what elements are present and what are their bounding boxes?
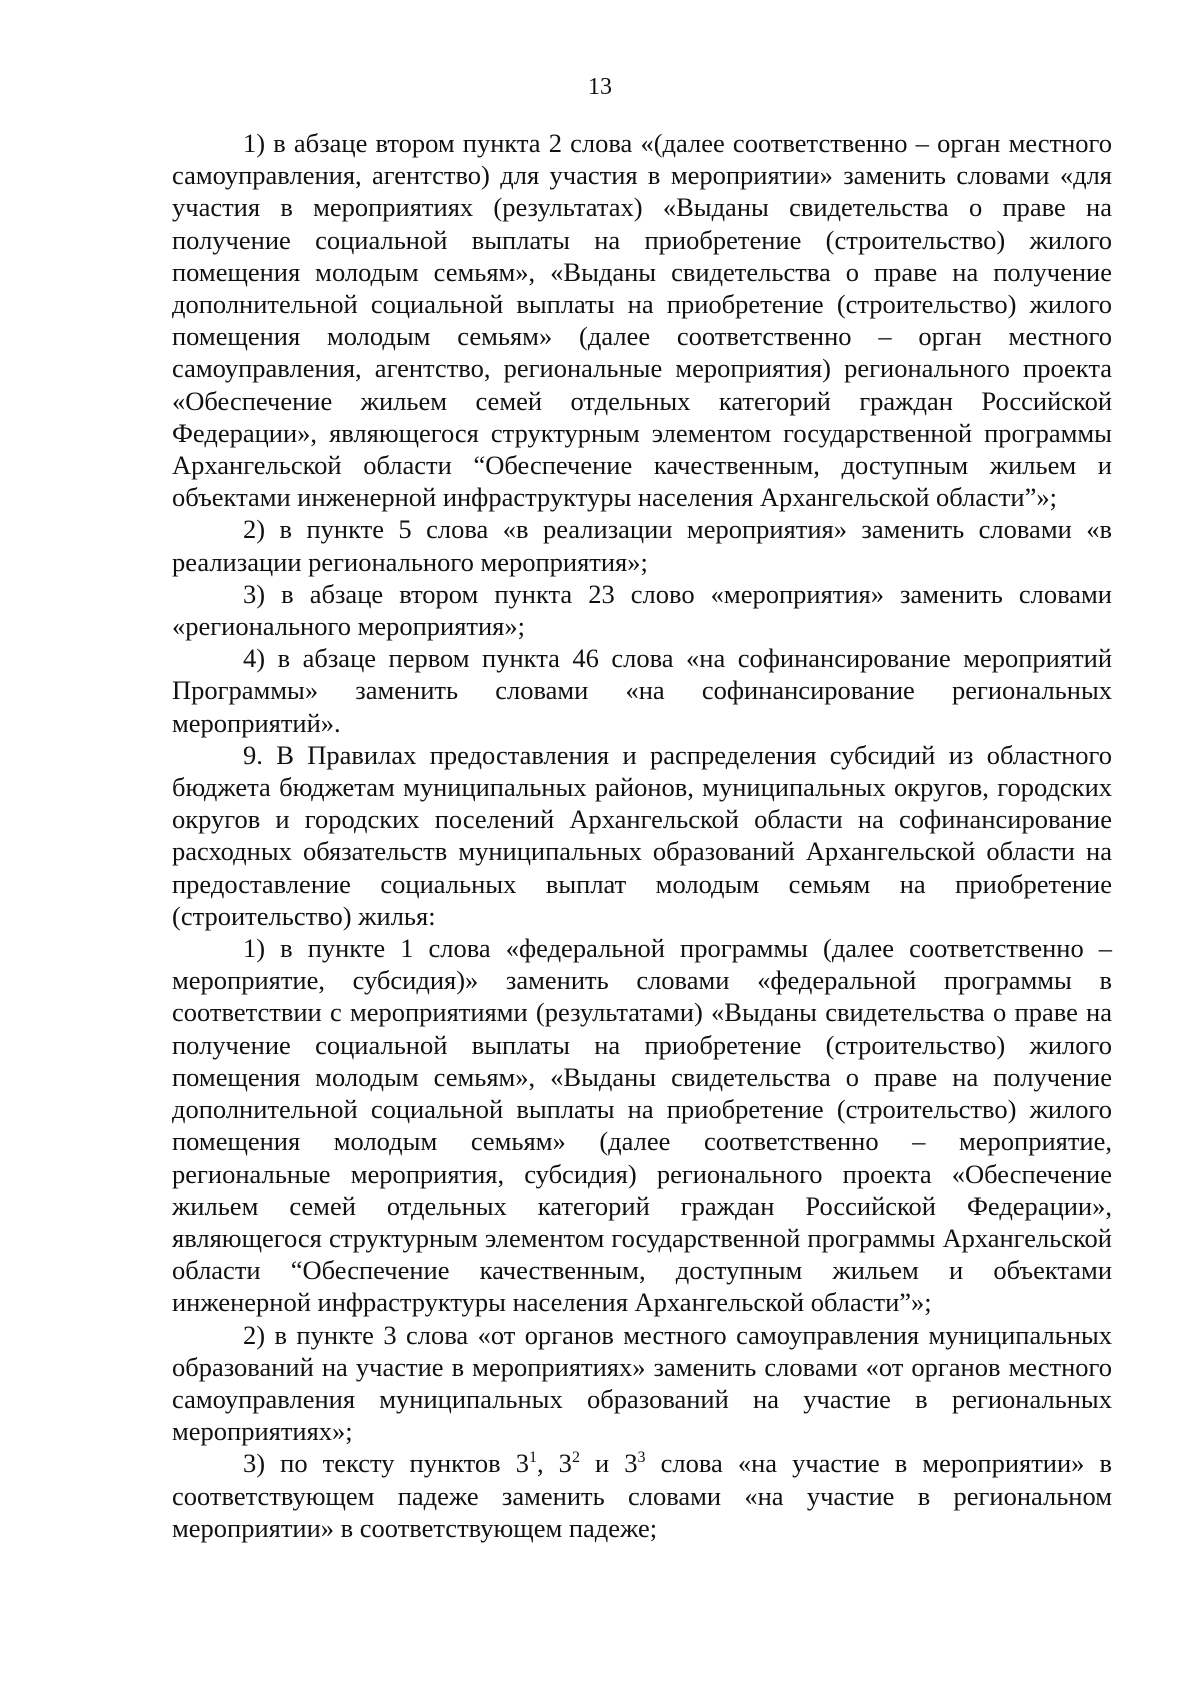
superscript-1: 1 (528, 1449, 537, 1467)
paragraph-9-3-part1: 3) по тексту пунктов 3 (243, 1448, 529, 1479)
paragraph-9-3-part4: слова «на участие в мероприятии» в соответствующем падеже заменить словами «на участие в региональном мероприятии» в соответствующем падеже; (172, 1448, 1112, 1543)
paragraph-8-2: 2) в пункте 5 слова «в реализации мероприятия» заменить словами «в реализации регионального мероприятия»; (172, 514, 1112, 577)
paragraph-9-3-part2: , 3 (536, 1448, 572, 1479)
page-number: 13 (588, 74, 612, 100)
paragraph-8-1: 1) в абзаце втором пункта 2 слова «(далее соответственно – орган местного самоуправления, агентство) для участия в мероприятии» заменить словами «для участия в мероприятиях (результатах) «Выданы свидетельства о праве на получение социальной выплаты на приобретение (строительство) жилого помещения молодым семьям», «Выданы свидетельства о праве на получение дополнительной социальной выплаты на приобретение (строительство) жилого помещения молодым семьям» (далее соответственно – орган местного самоуправления, агентство, региональные мероприятия) регионального проекта «Обеспечение жильем семей отдельных категорий граждан Российской Федерации», являющегося структурным элементом государственной программы Архангельской области “Обеспечение качественным, доступным жильем и объектами инженерной инфраструктуры населения Архангельской области”»; (172, 128, 1112, 513)
superscript-3: 3 (637, 1449, 646, 1467)
superscript-2: 2 (571, 1449, 580, 1467)
paragraph-9-3 (172, 1447, 1112, 1544)
paragraph-9-intro: 9. В Правилах предоставления и распределения субсидий из областного бюджета бюджетам муниципальных районов, муниципальных округов, городских округов и городских поселений Архангельской области на софинансирование расходных обязательств муниципальных образований Архангельской области на предоставление социальных выплат молодым семьям на приобретение (строительство) жилья: (172, 739, 1112, 931)
paragraph-9-1: 1) в пункте 1 слова «федеральной программы (далее соответственно – мероприятие, субсидия)» заменить словами «федеральной программы в соответствии с мероприятиями (результатами) «Выданы свидетельства о праве на получение социальной выплаты на приобретение (строительство) жилого помещения молодым семьям», «Выданы свидетельства о праве на получение дополнительной социальной выплаты на приобретение (строительство) жилого помещения молодым семьям» (далее соответственно – мероприятие, региональные мероприятия, субсидия) регионального проекта «Обеспечение жильем семей отдельных категорий граждан Российской Федерации», являющегося структурным элементом государственной программы Архангельской области “Обеспечение качественным, доступным жильем и объектами инженерной инфраструктуры населения Архангельской области”»; (172, 933, 1112, 1318)
paragraph-9-2: 2) в пункте 3 слова «от органов местного самоуправления муниципальных образований на участие в мероприятиях» заменить словами «от органов местного самоуправления муниципальных образований на участие в региональных мероприятиях»; (172, 1319, 1112, 1447)
paragraph-8-3: 3) в абзаце втором пункта 23 слово «мероприятия» заменить словами «регионального мероприятия»; (172, 578, 1112, 642)
document-body (172, 127, 1112, 1544)
paragraph-9-3-part3: и 3 (579, 1448, 638, 1479)
paragraph-8-4: 4) в абзаце первом пункта 46 слова «на софинансирование мероприятий Программы» заменить словами «на софинансирование региональных мероприятий». (172, 643, 1112, 738)
